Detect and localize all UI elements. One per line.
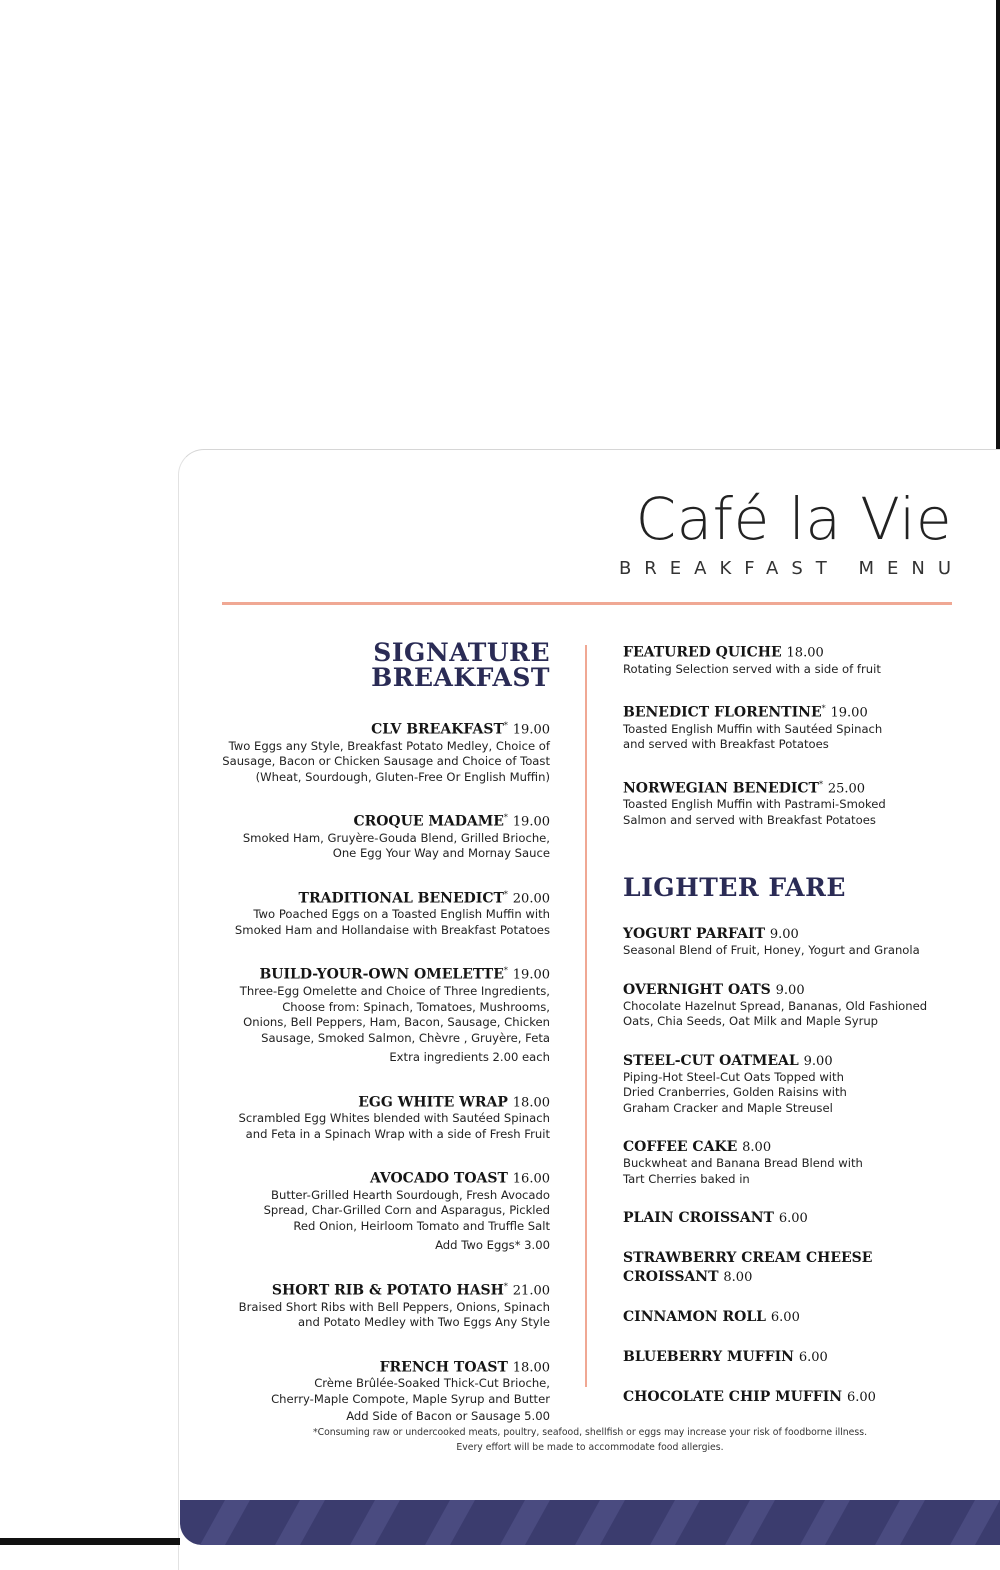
item-name [623,1349,953,1366]
item-name [623,1139,953,1156]
item-name [623,776,953,798]
item-title: BUILD-YOUR-OWN OMELETTE [259,967,504,984]
menu-item [623,1389,953,1406]
section-title-lighter-fare: LIGHTER FARE [623,873,846,903]
menu-item [623,640,953,677]
item-title: EGG WHITE WRAP [358,1094,508,1111]
item-title: FRENCH TOAST [379,1359,508,1376]
item-desc: Butter-Grilled Hearth Sourdough, Fresh Avocado [271,1187,550,1202]
item-desc: (Wheat, Sourdough, Gluten-Free Or English Muffin) [255,769,550,784]
menu-item [215,886,550,939]
page-edge-bottom [0,1538,180,1545]
column-divider [585,645,587,1387]
item-desc: Two Eggs any Style, Breakfast Potato Medley, Choice of [228,738,550,753]
item-name: STRAWBERRY CREAM CHEESE [623,1250,873,1267]
item-price: 6.00 [770,1310,800,1326]
item-title: COFFEE CAKE [623,1139,738,1156]
item-name [623,640,953,662]
band-pattern [180,1500,1000,1545]
item-price: 21.00 [512,1283,550,1299]
menu-item [623,1053,953,1117]
item-title: STEEL-CUT OATMEAL [623,1052,799,1069]
menu-item [215,1166,550,1254]
menu-item [623,1309,953,1326]
menu-item [623,926,953,959]
item-desc: Braised Short Ribs with Bell Peppers, Onions, Spinach [238,1299,550,1314]
header-divider [222,602,952,605]
item-price: 18.00 [512,1360,550,1376]
item-name [215,886,550,908]
item-desc: Sausage, Bacon or Chicken Sausage and Choice of Toast [222,754,550,769]
item-title: OVERNIGHT OATS [623,981,771,998]
item-price: 6.00 [846,1390,876,1406]
item-desc: Piping-Hot Steel-Cut Oats Topped with [623,1069,844,1084]
item-desc: One Egg Your Way and Mornay Sauce [332,846,550,861]
item-name [623,700,953,722]
item-title: CINNAMON ROLL [623,1309,767,1326]
item-desc: Salmon and served with Breakfast Potatoes [623,812,876,827]
item-desc: Dried Cranberries, Golden Raisins with [623,1085,847,1100]
item-desc: Chocolate Hazelnut Spread, Bananas, Old Fashioned [623,998,928,1013]
item-desc: Rotating Selection served with a side of fruit [623,661,881,676]
footnote-line: Every effort will be made to accommodate food allergies. [456,1442,724,1453]
item-desc: Cherry-Maple Compote, Maple Syrup and Butter [271,1391,550,1406]
item-name [215,962,550,984]
menu-item [623,1250,953,1286]
item-price: 8.00 [723,1270,753,1286]
item-desc: and served with Breakfast Potatoes [623,737,829,752]
menu-item [623,776,953,829]
item-title: FEATURED QUICHE [623,644,782,661]
item-extra: Extra ingredients 2.00 each [389,1050,550,1065]
menu-subtitle: BREAKFAST MENU [618,558,964,579]
right-column [623,640,953,1406]
menu-item [623,1139,953,1187]
section-title-line: BREAKFAST [371,663,550,692]
item-price: 9.00 [769,927,799,943]
item-title: BENEDICT FLORENTINE [623,704,822,721]
item-extra: Add Side of Bacon or Sausage 5.00 [346,1409,550,1424]
allergy-footnote [240,1425,940,1455]
page-edge [996,0,1000,470]
item-desc: Toasted English Muffin with Sautéed Spinach [623,721,883,736]
section-title-signature [215,640,550,690]
item-desc: Tart Cherries baked in [623,1171,750,1186]
item-title: CLV BREAKFAST [371,721,504,738]
item-title: CROQUE MADAME [353,813,504,830]
raw-mark: * [821,704,826,714]
raw-mark: * [503,813,508,823]
item-name [215,809,550,831]
item-desc: Three-Egg Omelette and Choice of Three Ingredients, [239,984,550,999]
menu-item [215,962,550,1065]
item-name [623,982,953,999]
item-title: AVOCADO TOAST [370,1170,508,1187]
item-name [623,1389,953,1406]
brand-name: Café la Vie [635,485,952,553]
item-name [215,717,550,739]
brand [618,485,964,579]
item-name [623,1269,953,1286]
signature-breakfast-column [215,640,550,1425]
item-desc: Onions, Bell Peppers, Ham, Bacon, Sausage, Chicken [243,1015,550,1030]
item-desc: Graham Cracker and Maple Streusel [623,1100,833,1115]
raw-mark: * [503,1281,508,1291]
menu-item [215,1355,550,1425]
item-title: BLUEBERRY MUFFIN [623,1349,794,1366]
raw-mark: * [503,966,508,976]
item-desc: Seasonal Blend of Fruit, Honey, Yogurt and Granola [623,943,920,958]
menu-item [215,809,550,862]
item-desc: Buckwheat and Banana Bread Blend with [623,1156,863,1171]
item-price: 25.00 [827,781,866,797]
raw-mark: * [503,889,508,899]
item-desc: Smoked Ham and Hollandaise with Breakfast Potatoes [234,922,550,937]
item-title: CHOCOLATE CHIP MUFFIN [623,1389,843,1406]
item-name [623,1053,953,1070]
item-name [623,926,953,943]
menu-item [215,717,550,785]
menu-item [215,1090,550,1143]
decorative-band [180,1500,1000,1545]
item-title: NORWEGIAN BENEDICT [623,780,819,797]
item-desc: Oats, Chia Seeds, Oat Milk and Maple Syrup [623,1014,879,1029]
item-price: 9.00 [775,982,805,998]
item-desc: and Feta in a Spinach Wrap with a side of Fresh Fruit [245,1126,550,1141]
item-price: 19.00 [512,968,550,984]
item-title: PLAIN CROISSANT [623,1210,774,1227]
item-desc: Scrambled Egg Whites blended with Sautéed Spinach [238,1111,550,1126]
raw-mark: * [818,779,823,789]
item-desc: Spread, Char-Grilled Corn and Asparagus, Pickled [263,1203,550,1218]
item-desc: Crème Brûlée-Soaked Thick-Cut Brioche, [314,1376,550,1391]
item-desc: Choose from: Spinach, Tomatoes, Mushrooms, [282,999,550,1014]
item-price: 9.00 [803,1053,833,1069]
item-price: 16.00 [512,1171,550,1187]
item-price: 8.00 [742,1140,772,1156]
item-desc: Smoked Ham, Gruyère-Gouda Blend, Grilled Brioche, [242,830,550,845]
item-name [215,1355,550,1377]
menu-item [623,700,953,753]
item-name [623,1309,953,1326]
item-title: TRADITIONAL BENEDICT [298,890,504,907]
item-extra: Add Two Eggs* 3.00 [435,1238,550,1253]
item-title: YOGURT PARFAIT [623,926,765,943]
item-desc: Toasted English Muffin with Pastrami-Smoked [623,797,886,812]
menu-item [215,1278,550,1331]
item-name [215,1090,550,1112]
item-price: 6.00 [798,1350,828,1366]
item-price: 6.00 [778,1211,808,1227]
item-name [623,1210,953,1227]
item-name [215,1278,550,1300]
item-title: CROISSANT [623,1269,719,1286]
item-desc: Two Poached Eggs on a Toasted English Muffin with [253,907,550,922]
item-name [215,1166,550,1188]
footnote-line: *Consuming raw or undercooked meats, poultry, seafood, shellfish or eggs may increase your risk of foodborne illness. [312,1427,868,1438]
menu-item [623,1349,953,1366]
raw-mark: * [503,721,508,730]
item-price: 19.00 [512,722,550,738]
item-desc: Red Onion, Heirloom Tomato and Truffle Salt [293,1218,550,1233]
item-desc: Sausage, Smoked Salmon, Chèvre , Gruyère, Feta [261,1030,550,1045]
menu-item [623,982,953,1030]
item-price: 19.00 [512,814,550,830]
item-title: SHORT RIB & POTATO HASH [271,1282,504,1299]
section-title-line: SIGNATURE [373,638,550,667]
item-price: 20.00 [512,891,550,907]
item-price: 19.00 [830,705,868,721]
item-desc: and Potato Medley with Two Eggs Any Style [298,1315,550,1330]
menu-item [623,1210,953,1227]
item-price: 18.00 [512,1095,550,1111]
item-price: 18.00 [786,645,824,661]
